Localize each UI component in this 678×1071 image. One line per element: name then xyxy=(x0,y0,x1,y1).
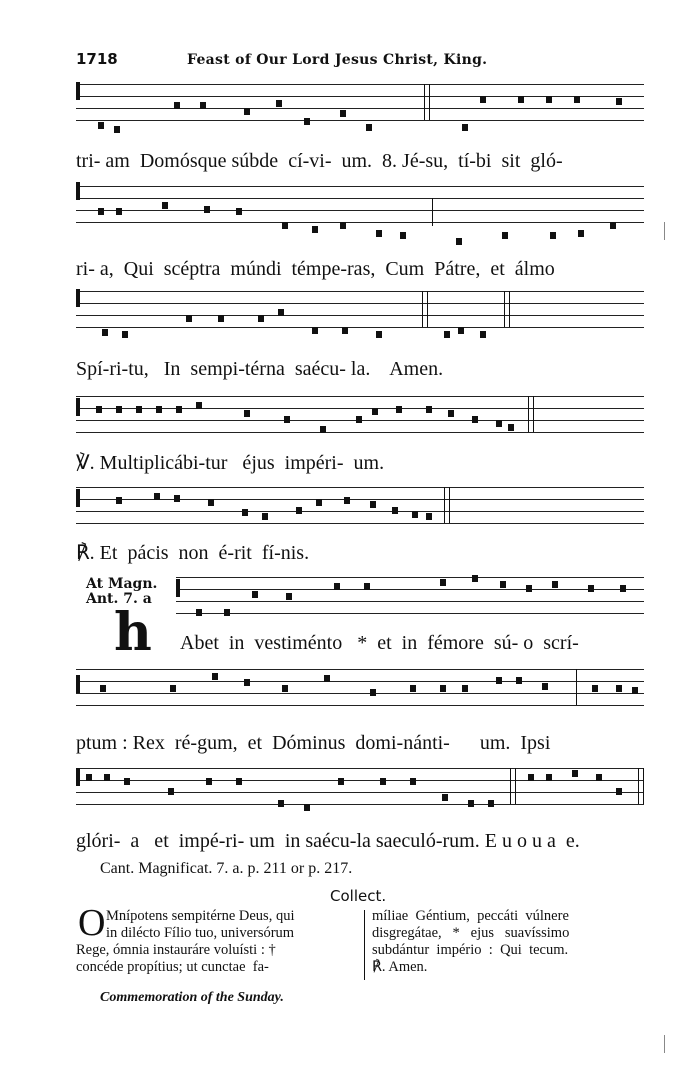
neume-note xyxy=(502,232,508,239)
neume-note xyxy=(244,108,250,115)
clef-icon xyxy=(76,289,80,307)
neume-note xyxy=(366,124,372,131)
staff-line xyxy=(76,84,644,85)
neume-note xyxy=(412,511,418,518)
neume-note xyxy=(472,575,478,582)
staff-line xyxy=(76,210,644,211)
lyric-line-7: ptum : Rex ré-gum, et Dóminus domi-nánti- um. Ipsi xyxy=(76,732,551,754)
bar-line xyxy=(510,768,516,804)
lyric-line-5: ℟. Et pácis non é-rit fí-nis. xyxy=(76,542,310,564)
lyric-line-4: ℣. Multiplicábi-tur éjus impéri- um. xyxy=(76,452,385,474)
neume-note xyxy=(370,501,376,508)
lyric-line-2: ri- a, Qui scéptra múndi témpe-ras, Cum Pátre, et álmo xyxy=(76,258,555,280)
neume-note xyxy=(320,426,326,433)
staff-line xyxy=(76,222,644,223)
bar-line xyxy=(576,669,577,705)
staff-line xyxy=(76,108,644,109)
music-staff-3 xyxy=(76,287,644,343)
staff-line xyxy=(76,291,644,292)
clef-icon xyxy=(76,489,80,507)
neume-note xyxy=(116,208,122,215)
neume-note xyxy=(196,402,202,409)
staff-line xyxy=(76,780,644,781)
staff-line xyxy=(76,327,644,328)
neume-note xyxy=(392,507,398,514)
neume-note xyxy=(206,778,212,785)
neume-note xyxy=(616,98,622,105)
neume-note xyxy=(116,406,122,413)
neume-note xyxy=(284,416,290,423)
column-divider xyxy=(364,910,365,980)
neume-note xyxy=(370,689,376,696)
staff-line xyxy=(76,523,644,524)
collect-heading: Collect. xyxy=(330,887,387,905)
neume-note xyxy=(176,406,182,413)
neume-note xyxy=(344,497,350,504)
music-staff-2 xyxy=(76,182,644,238)
neume-note xyxy=(244,410,250,417)
neume-note xyxy=(102,329,108,336)
staff-line xyxy=(76,705,644,706)
neume-note xyxy=(252,591,258,598)
neume-note xyxy=(278,309,284,316)
neume-note xyxy=(488,800,494,807)
bar-line xyxy=(504,291,510,327)
neume-note xyxy=(186,315,192,322)
neume-note xyxy=(286,593,292,600)
neume-note xyxy=(174,102,180,109)
neume-note xyxy=(124,778,130,785)
staff-line xyxy=(76,315,644,316)
page-number: 1718 xyxy=(76,50,118,68)
staff-line xyxy=(76,96,644,97)
collect-left-line-4: concéde propítius; ut cunctae fa- xyxy=(76,959,269,975)
staff-line xyxy=(76,768,644,769)
lyric-line-3: Spí-ri-tu, In sempi-térna saécu- la. Amen. xyxy=(76,358,444,380)
neume-note xyxy=(496,420,502,427)
neume-note xyxy=(426,406,432,413)
bar-line xyxy=(424,84,430,120)
neume-note xyxy=(324,675,330,682)
neume-note xyxy=(400,232,406,239)
neume-note xyxy=(170,685,176,692)
neume-note xyxy=(174,495,180,502)
neume-note xyxy=(282,222,288,229)
neume-note xyxy=(282,685,288,692)
neume-note xyxy=(100,685,106,692)
clef-icon xyxy=(76,182,80,200)
neume-note xyxy=(200,102,206,109)
lyric-line-6: Abet in vestiménto * et in fémore sú- o scrí- xyxy=(180,632,579,654)
staff-line xyxy=(176,577,644,578)
cantus-reference: Cant. Magnificat. 7. a. p. 211 or p. 217. xyxy=(100,860,353,877)
neume-note xyxy=(196,609,202,616)
neume-note xyxy=(136,406,142,413)
neume-note xyxy=(212,673,218,680)
neume-note xyxy=(440,685,446,692)
neume-note xyxy=(448,410,454,417)
neume-note xyxy=(376,331,382,338)
neume-note xyxy=(96,406,102,413)
neume-note xyxy=(518,96,524,103)
neume-note xyxy=(592,685,598,692)
neume-note xyxy=(442,794,448,801)
music-staff-4 xyxy=(76,392,644,448)
music-staff-7 xyxy=(76,665,644,721)
neume-note xyxy=(588,585,594,592)
staff-line xyxy=(76,792,644,793)
neume-note xyxy=(500,581,506,588)
collect-left-line-2: in dilécto Fílio tuo, universórum xyxy=(106,925,295,941)
neume-note xyxy=(356,416,362,423)
neume-note xyxy=(104,774,110,781)
neume-note xyxy=(224,609,230,616)
neume-note xyxy=(410,685,416,692)
neume-note xyxy=(98,208,104,215)
staff-line xyxy=(76,303,644,304)
staff-line xyxy=(76,120,644,121)
neume-note xyxy=(496,677,502,684)
collect-initial: O xyxy=(78,902,106,944)
bar-line xyxy=(638,768,644,804)
neume-note xyxy=(296,507,302,514)
neume-note xyxy=(258,315,264,322)
neume-note xyxy=(578,230,584,237)
neume-note xyxy=(552,581,558,588)
clef-icon xyxy=(176,579,180,597)
clef-icon xyxy=(76,82,80,100)
staff-line xyxy=(76,693,644,694)
neume-note xyxy=(168,788,174,795)
neume-note xyxy=(546,96,552,103)
neume-note xyxy=(480,96,486,103)
neume-note xyxy=(528,774,534,781)
neume-note xyxy=(376,230,382,237)
neume-note xyxy=(334,583,340,590)
neume-note xyxy=(312,327,318,334)
neume-note xyxy=(340,110,346,117)
staff-line xyxy=(176,589,644,590)
neume-note xyxy=(236,208,242,215)
neume-note xyxy=(546,774,552,781)
neume-note xyxy=(480,331,486,338)
staff-line xyxy=(76,432,644,433)
neume-note xyxy=(114,126,120,133)
neume-note xyxy=(86,774,92,781)
neume-note xyxy=(276,100,282,107)
neume-note xyxy=(122,331,128,338)
collect-right-line-2: disgregátae, * ejus suavíssimo xyxy=(372,925,570,941)
neume-note xyxy=(542,683,548,690)
neume-note xyxy=(156,406,162,413)
neume-note xyxy=(154,493,160,500)
neume-note xyxy=(426,513,432,520)
staff-line xyxy=(76,511,644,512)
neume-note xyxy=(162,202,168,209)
neume-note xyxy=(456,238,462,245)
neume-note xyxy=(204,206,210,213)
neume-note xyxy=(218,315,224,322)
lyric-line-1: tri- am Domósque súbde cí-vi- um. 8. Jé-su, tí-bi sit gló- xyxy=(76,150,563,172)
staff-line xyxy=(76,186,644,187)
neume-note xyxy=(98,122,104,129)
neume-note xyxy=(278,800,284,807)
neume-note xyxy=(372,408,378,415)
collect-left-line-3: Rege, ómnia instauráre voluísti : † xyxy=(76,942,276,958)
collect-left-line-1: Mnípotens sempitérne Deus, qui xyxy=(106,908,295,924)
staff-line xyxy=(76,198,644,199)
neume-note xyxy=(610,222,616,229)
neume-note xyxy=(242,509,248,516)
staff-line xyxy=(76,499,644,500)
staff-line xyxy=(76,681,644,682)
bar-line xyxy=(422,291,428,327)
neume-note xyxy=(410,778,416,785)
neume-note xyxy=(620,585,626,592)
neume-note xyxy=(342,327,348,334)
collect-right-line-3: subdántur império : Qui tecum. xyxy=(372,942,569,958)
clef-icon xyxy=(76,768,80,786)
neume-note xyxy=(236,778,242,785)
neume-note xyxy=(304,804,310,811)
clef-icon xyxy=(76,675,80,693)
neume-note xyxy=(396,406,402,413)
bar-line xyxy=(528,396,534,432)
neume-note xyxy=(516,677,522,684)
music-staff-6 xyxy=(176,573,644,629)
neume-note xyxy=(616,788,622,795)
staff-line xyxy=(76,396,644,397)
staff-line xyxy=(176,613,644,614)
music-staff-8 xyxy=(76,764,644,820)
page-title: Feast of Our Lord Jesus Christ, King. xyxy=(187,52,488,68)
neume-note xyxy=(458,327,464,334)
neume-note xyxy=(304,118,310,125)
neume-note xyxy=(364,583,370,590)
staff-line xyxy=(176,601,644,602)
neume-note xyxy=(572,770,578,777)
neume-note xyxy=(208,499,214,506)
margin-mark xyxy=(664,222,665,240)
neume-note xyxy=(468,800,474,807)
neume-note xyxy=(550,232,556,239)
neume-note xyxy=(616,685,622,692)
staff-line xyxy=(76,804,644,805)
lyric-line-8: glóri- a et impé-ri- um in saécu-la saeculó-rum. E u o u a e. xyxy=(76,830,580,852)
antiphon-label-line2: Ant. 7. a xyxy=(86,591,152,607)
neume-note xyxy=(472,416,478,423)
neume-note xyxy=(380,778,386,785)
neume-note xyxy=(462,685,468,692)
neume-note xyxy=(526,585,532,592)
collect-right-line-1: míliae Géntium, peccáti vúlnere xyxy=(372,908,569,924)
neume-note xyxy=(312,226,318,233)
bar-line xyxy=(444,487,450,523)
neume-note xyxy=(338,778,344,785)
neume-note xyxy=(444,331,450,338)
neume-note xyxy=(596,774,602,781)
staff-line xyxy=(76,487,644,488)
bar-line xyxy=(432,198,433,226)
antiphon-initial: h xyxy=(114,602,152,663)
antiphon-label-line1: At Magn. xyxy=(86,576,158,592)
staff-line xyxy=(76,669,644,670)
neume-note xyxy=(262,513,268,520)
music-staff-1 xyxy=(76,80,644,136)
commemoration-note: Commemoration of the Sunday. xyxy=(100,990,284,1005)
neume-note xyxy=(116,497,122,504)
neume-note xyxy=(462,124,468,131)
collect-right-line-4: ℟. Amen. xyxy=(372,959,428,975)
neume-note xyxy=(632,687,638,694)
neume-note xyxy=(340,222,346,229)
neume-note xyxy=(316,499,322,506)
clef-icon xyxy=(76,398,80,416)
neume-note xyxy=(440,579,446,586)
neume-note xyxy=(574,96,580,103)
margin-mark xyxy=(664,1035,665,1053)
neume-note xyxy=(508,424,514,431)
neume-note xyxy=(244,679,250,686)
music-staff-5 xyxy=(76,483,644,539)
